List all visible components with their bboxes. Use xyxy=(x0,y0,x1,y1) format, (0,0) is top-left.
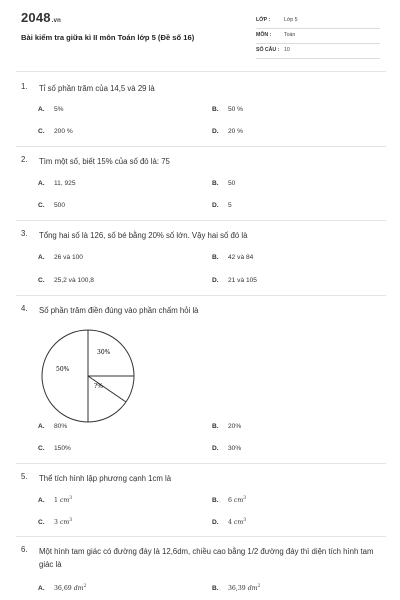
label-50-percent: 50% xyxy=(56,366,70,373)
option-letter: D. xyxy=(212,202,219,209)
option-2d[interactable] xyxy=(212,202,232,209)
option-letter: A. xyxy=(38,423,45,430)
option-math xyxy=(54,497,72,504)
option-text: 5 xyxy=(228,202,232,209)
option-5c[interactable] xyxy=(38,518,72,526)
meta-value: 10 xyxy=(284,47,290,53)
option-exponent: 3 xyxy=(69,518,73,523)
meta-key: SỐ CÂU : xyxy=(256,47,280,53)
option-letter: A. xyxy=(38,497,45,505)
option-letter: A. xyxy=(38,180,45,187)
option-letter: C. xyxy=(38,128,45,135)
logo-suffix: .vn xyxy=(51,18,62,24)
option-3c[interactable] xyxy=(38,277,94,284)
option-6b[interactable] xyxy=(212,584,260,592)
option-5a[interactable] xyxy=(38,496,72,504)
option-exponent: 3 xyxy=(69,496,73,501)
label-unknown-percent: ?% xyxy=(94,383,103,390)
option-3b[interactable] xyxy=(212,254,253,261)
option-text: 21 và 105 xyxy=(228,277,257,284)
option-letter: A. xyxy=(38,254,45,261)
test-title: Bài kiểm tra giữa kì II môn Toán lớp 5 (Đề số 16) xyxy=(21,33,195,42)
option-unit: cm xyxy=(59,519,70,527)
option-exponent: 3 xyxy=(243,496,247,501)
option-text: 5% xyxy=(54,106,64,113)
option-value: 36,69 xyxy=(54,585,72,593)
option-letter: B. xyxy=(212,254,219,261)
meta-row-class xyxy=(256,13,380,29)
option-exponent: 3 xyxy=(243,518,247,523)
question-text: Tổng hai số là 126, số bé bằng 20% số lớn. Vậy hai số đó là xyxy=(39,231,248,240)
option-text: 42 và 84 xyxy=(228,254,254,261)
option-math xyxy=(54,585,86,592)
meta-key: LỚP : xyxy=(256,17,271,23)
question-number: 6. xyxy=(21,545,28,554)
option-text: 500 xyxy=(54,202,66,209)
meta-row-subject xyxy=(256,28,380,44)
option-text: 20% xyxy=(228,423,242,430)
question-number: 2. xyxy=(21,155,28,164)
option-4c[interactable] xyxy=(38,445,71,452)
option-letter: D. xyxy=(212,277,219,284)
option-text: 150% xyxy=(54,445,71,452)
option-1c[interactable] xyxy=(38,128,73,135)
option-letter: B. xyxy=(212,585,219,593)
option-letter: A. xyxy=(38,585,45,593)
option-3a[interactable] xyxy=(38,254,83,261)
option-letter: A. xyxy=(38,106,45,113)
option-5b[interactable] xyxy=(212,496,246,504)
option-letter: B. xyxy=(212,180,219,187)
option-2a[interactable] xyxy=(38,180,76,187)
question-text: Một hình tam giác có đường đáy là 12,6dm, chiều cao bằng 1/2 đường đáy thì diện tích hình tam giác là xyxy=(39,547,374,569)
option-math xyxy=(54,519,72,526)
option-1d[interactable] xyxy=(212,128,243,135)
question-number: 3. xyxy=(21,229,28,238)
meta-key: MÔN : xyxy=(256,32,272,38)
option-2c[interactable] xyxy=(38,202,65,209)
option-value: 3 xyxy=(54,519,58,527)
option-letter: D. xyxy=(212,519,219,527)
label-30-percent: 30% xyxy=(97,349,111,356)
worksheet-header xyxy=(0,0,400,70)
option-unit: cm xyxy=(233,497,244,505)
option-exponent: 2 xyxy=(83,584,87,589)
option-text: 11, 925 xyxy=(54,180,76,187)
option-text: 50 xyxy=(228,180,236,187)
option-letter: C. xyxy=(38,202,45,209)
divider xyxy=(16,295,386,296)
question-text: Số phần trăm điền đúng vào phần chấm hỏi là xyxy=(39,306,199,315)
option-unit: cm xyxy=(59,497,70,505)
meta-row-count xyxy=(256,43,380,59)
option-value: 4 xyxy=(228,519,232,527)
option-3d[interactable] xyxy=(212,277,257,284)
option-text: 80% xyxy=(54,423,68,430)
question-text: Thể tích hình lập phương cạnh 1cm là xyxy=(39,474,172,483)
option-exponent: 2 xyxy=(257,584,261,589)
question-number: 4. xyxy=(21,304,28,313)
option-math xyxy=(228,519,246,526)
option-value: 36,39 xyxy=(228,585,246,593)
option-letter: D. xyxy=(212,128,219,135)
option-letter: C. xyxy=(38,445,45,452)
option-text: 26 và 100 xyxy=(54,254,83,261)
option-2b[interactable] xyxy=(212,180,235,187)
option-unit: cm xyxy=(233,519,244,527)
option-4d[interactable] xyxy=(212,445,241,452)
question-number: 1. xyxy=(21,82,28,91)
meta-value: Lớp 5 xyxy=(284,17,298,23)
option-letter: B. xyxy=(212,497,219,505)
divider xyxy=(16,146,386,147)
option-letter: B. xyxy=(212,106,219,113)
option-letter: C. xyxy=(38,519,45,527)
pie-figure xyxy=(40,328,136,424)
option-math xyxy=(228,497,246,504)
option-unit: dm xyxy=(247,585,258,593)
option-text: 25,2 và 100,8 xyxy=(54,277,94,284)
option-1a[interactable] xyxy=(38,106,64,113)
option-4a[interactable] xyxy=(38,423,67,430)
question-number: 5. xyxy=(21,472,28,481)
option-math xyxy=(228,585,260,592)
option-5d[interactable] xyxy=(212,518,246,526)
option-value: 1 xyxy=(54,497,58,505)
option-letter: C. xyxy=(38,277,45,284)
option-value: 6 xyxy=(228,497,232,505)
option-unit: dm xyxy=(73,585,84,593)
question-text: Tìm một số, biết 15% của số đó là: 75 xyxy=(39,157,170,166)
option-letter: B. xyxy=(212,423,219,430)
option-6a[interactable] xyxy=(38,584,86,592)
option-4b[interactable] xyxy=(212,423,241,430)
option-text: 20 % xyxy=(228,128,244,135)
question-text: Tỉ số phần trăm của 14,5 và 29 là xyxy=(39,84,155,93)
option-text: 30% xyxy=(228,445,242,452)
logo-text: 2048 xyxy=(21,10,51,25)
divider xyxy=(16,536,386,537)
option-letter: D. xyxy=(212,445,219,452)
option-1b[interactable] xyxy=(212,106,243,113)
meta-value: Toán xyxy=(284,32,296,38)
option-text: 200 % xyxy=(54,128,73,135)
divider xyxy=(16,220,386,221)
divider xyxy=(16,463,386,464)
option-text: 50 % xyxy=(228,106,244,113)
site-logo[interactable] xyxy=(21,10,61,25)
divider xyxy=(16,71,386,72)
